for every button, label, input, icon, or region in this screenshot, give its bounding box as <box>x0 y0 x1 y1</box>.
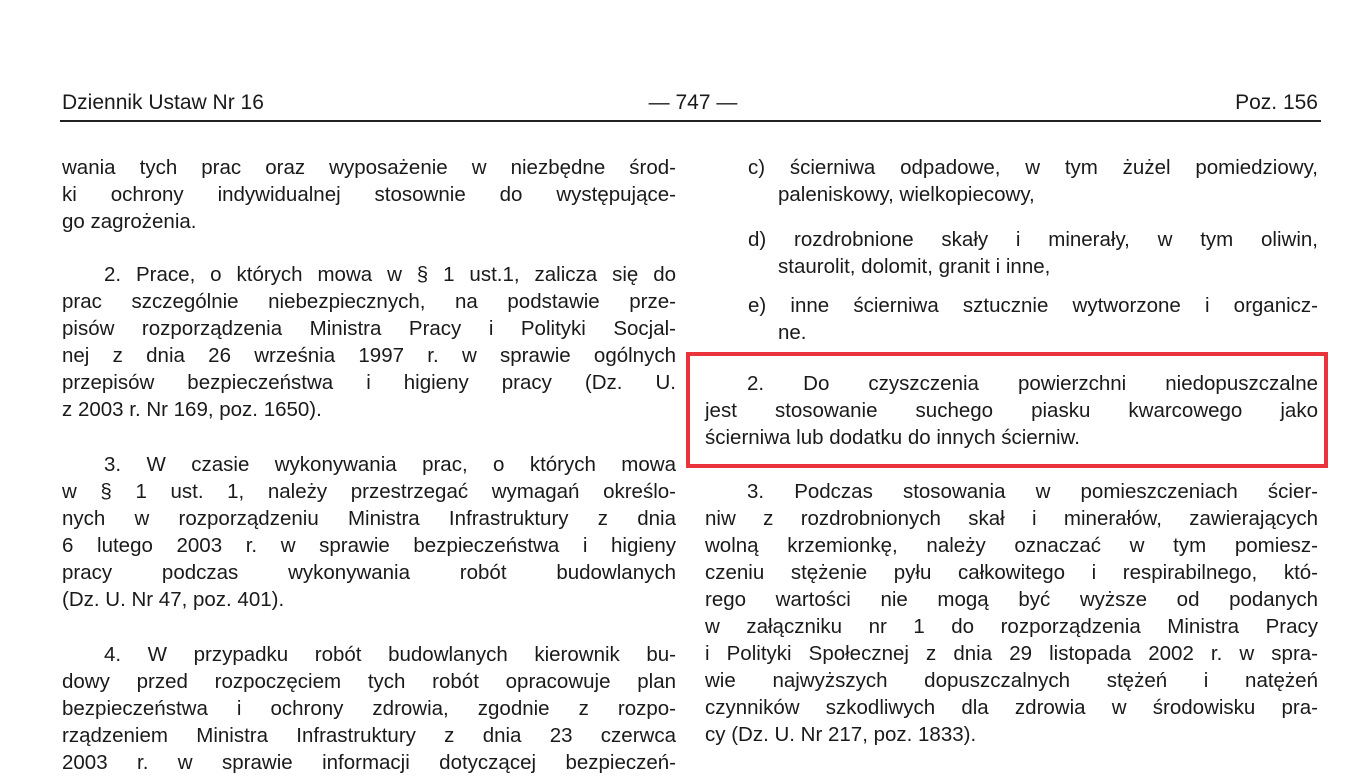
paragraph-line: staurolit, dolomit, granit i inne, <box>778 255 1051 278</box>
page-number: — 747 — <box>648 91 738 114</box>
paragraph-line: przepisów bezpieczeństwa i higieny pracy (Dz. U. <box>62 371 676 394</box>
paragraph-line: pisów rozporządzenia Ministra Pracy i Polityki Socjal- <box>62 317 676 340</box>
paragraph-line: i Polityki Społecznej z dnia 29 listopada 2002 r. w spra- <box>705 642 1318 665</box>
paragraph-line: nych w rozporządzeniu Ministra Infrastruktury z dnia <box>62 507 676 530</box>
paragraph-line: cy (Dz. U. Nr 217, poz. 1833). <box>705 723 977 746</box>
paragraph-line: dowy przed rozpoczęciem tych robót opracowuje plan <box>62 670 676 693</box>
paragraph-line: rego wartości nie mogą być wyższe od podanych <box>705 588 1318 611</box>
paragraph-line: z 2003 r. Nr 169, poz. 1650). <box>62 398 322 421</box>
paragraph-line: czeniu stężenie pyłu całkowitego i respirabilnego, któ- <box>705 561 1318 584</box>
position-number: Poz. 156 <box>1235 91 1318 114</box>
paragraph-line: jest stosowanie suchego piasku kwarcowego jako <box>705 399 1318 422</box>
paragraph-line: c) ścierniwa odpadowe, w tym żużel pomiedziowy, <box>748 156 1318 179</box>
paragraph-line: 6 lutego 2003 r. w sprawie bezpieczeństwa i higieny <box>62 534 676 557</box>
paragraph-line: 4. W przypadku robót budowlanych kierownik bu- <box>104 643 676 666</box>
paragraph-line: paleniskowy, wielkopiecowy, <box>778 183 1035 206</box>
paragraph-line: prac szczególnie niebezpiecznych, na podstawie prze- <box>62 290 676 313</box>
paragraph-line: 2003 r. w sprawie informacji dotyczącej bezpieczeń- <box>62 751 676 774</box>
paragraph-line: ścierniwa lub dodatku do innych ścierniw. <box>705 426 1080 449</box>
paragraph-line: go zagrożenia. <box>62 210 197 233</box>
paragraph-line: czynników szkodliwych dla zdrowia w środowisku pra- <box>705 696 1318 719</box>
paragraph-line: w załączniku nr 1 do rozporządzenia Ministra Pracy <box>705 615 1318 638</box>
paragraph-line: (Dz. U. Nr 47, poz. 401). <box>62 588 285 611</box>
paragraph-line: bezpieczeństwa i ochrony zdrowia, zgodnie z rozpo- <box>62 697 676 720</box>
paragraph-line: nej z dnia 26 września 1997 r. w sprawie ogólnych <box>62 344 676 367</box>
paragraph-line: niw z rozdrobnionych skał i minerałów, zawierających <box>705 507 1318 530</box>
paragraph-line: ne. <box>778 321 807 344</box>
paragraph-line: wania tych prac oraz wyposażenie w niezbędne środ- <box>62 156 676 179</box>
paragraph-line: e) inne ścierniwa sztucznie wytworzone i organicz- <box>748 294 1318 317</box>
paragraph-line: 2. Prace, o których mowa w § 1 ust.1, zalicza się do <box>104 263 676 286</box>
paragraph-line: 2. Do czyszczenia powierzchni niedopuszczalne <box>747 372 1318 395</box>
paragraph-line: 3. Podczas stosowania w pomieszczeniach ścier- <box>747 480 1318 503</box>
header-rule <box>60 120 1321 122</box>
paragraph-line: w § 1 ust. 1, należy przestrzegać wymagań określo- <box>62 480 676 503</box>
paragraph-line: wie najwyższych dopuszczalnych stężeń i natężeń <box>705 669 1318 692</box>
paragraph-line: wolną krzemionkę, należy oznaczać w tym pomiesz- <box>705 534 1318 557</box>
paragraph-line: pracy podczas wykonywania robót budowlanych <box>62 561 676 584</box>
journal-title: Dziennik Ustaw Nr 16 <box>62 91 264 114</box>
paragraph-line: rządzeniem Ministra Infrastruktury z dnia 23 czerwca <box>62 724 676 747</box>
paragraph-line: 3. W czasie wykonywania prac, o których mowa <box>104 453 676 476</box>
paragraph-line: d) rozdrobnione skały i minerały, w tym oliwin, <box>748 228 1318 251</box>
paragraph-line: ki ochrony indywidualnej stosownie do występujące- <box>62 183 676 206</box>
